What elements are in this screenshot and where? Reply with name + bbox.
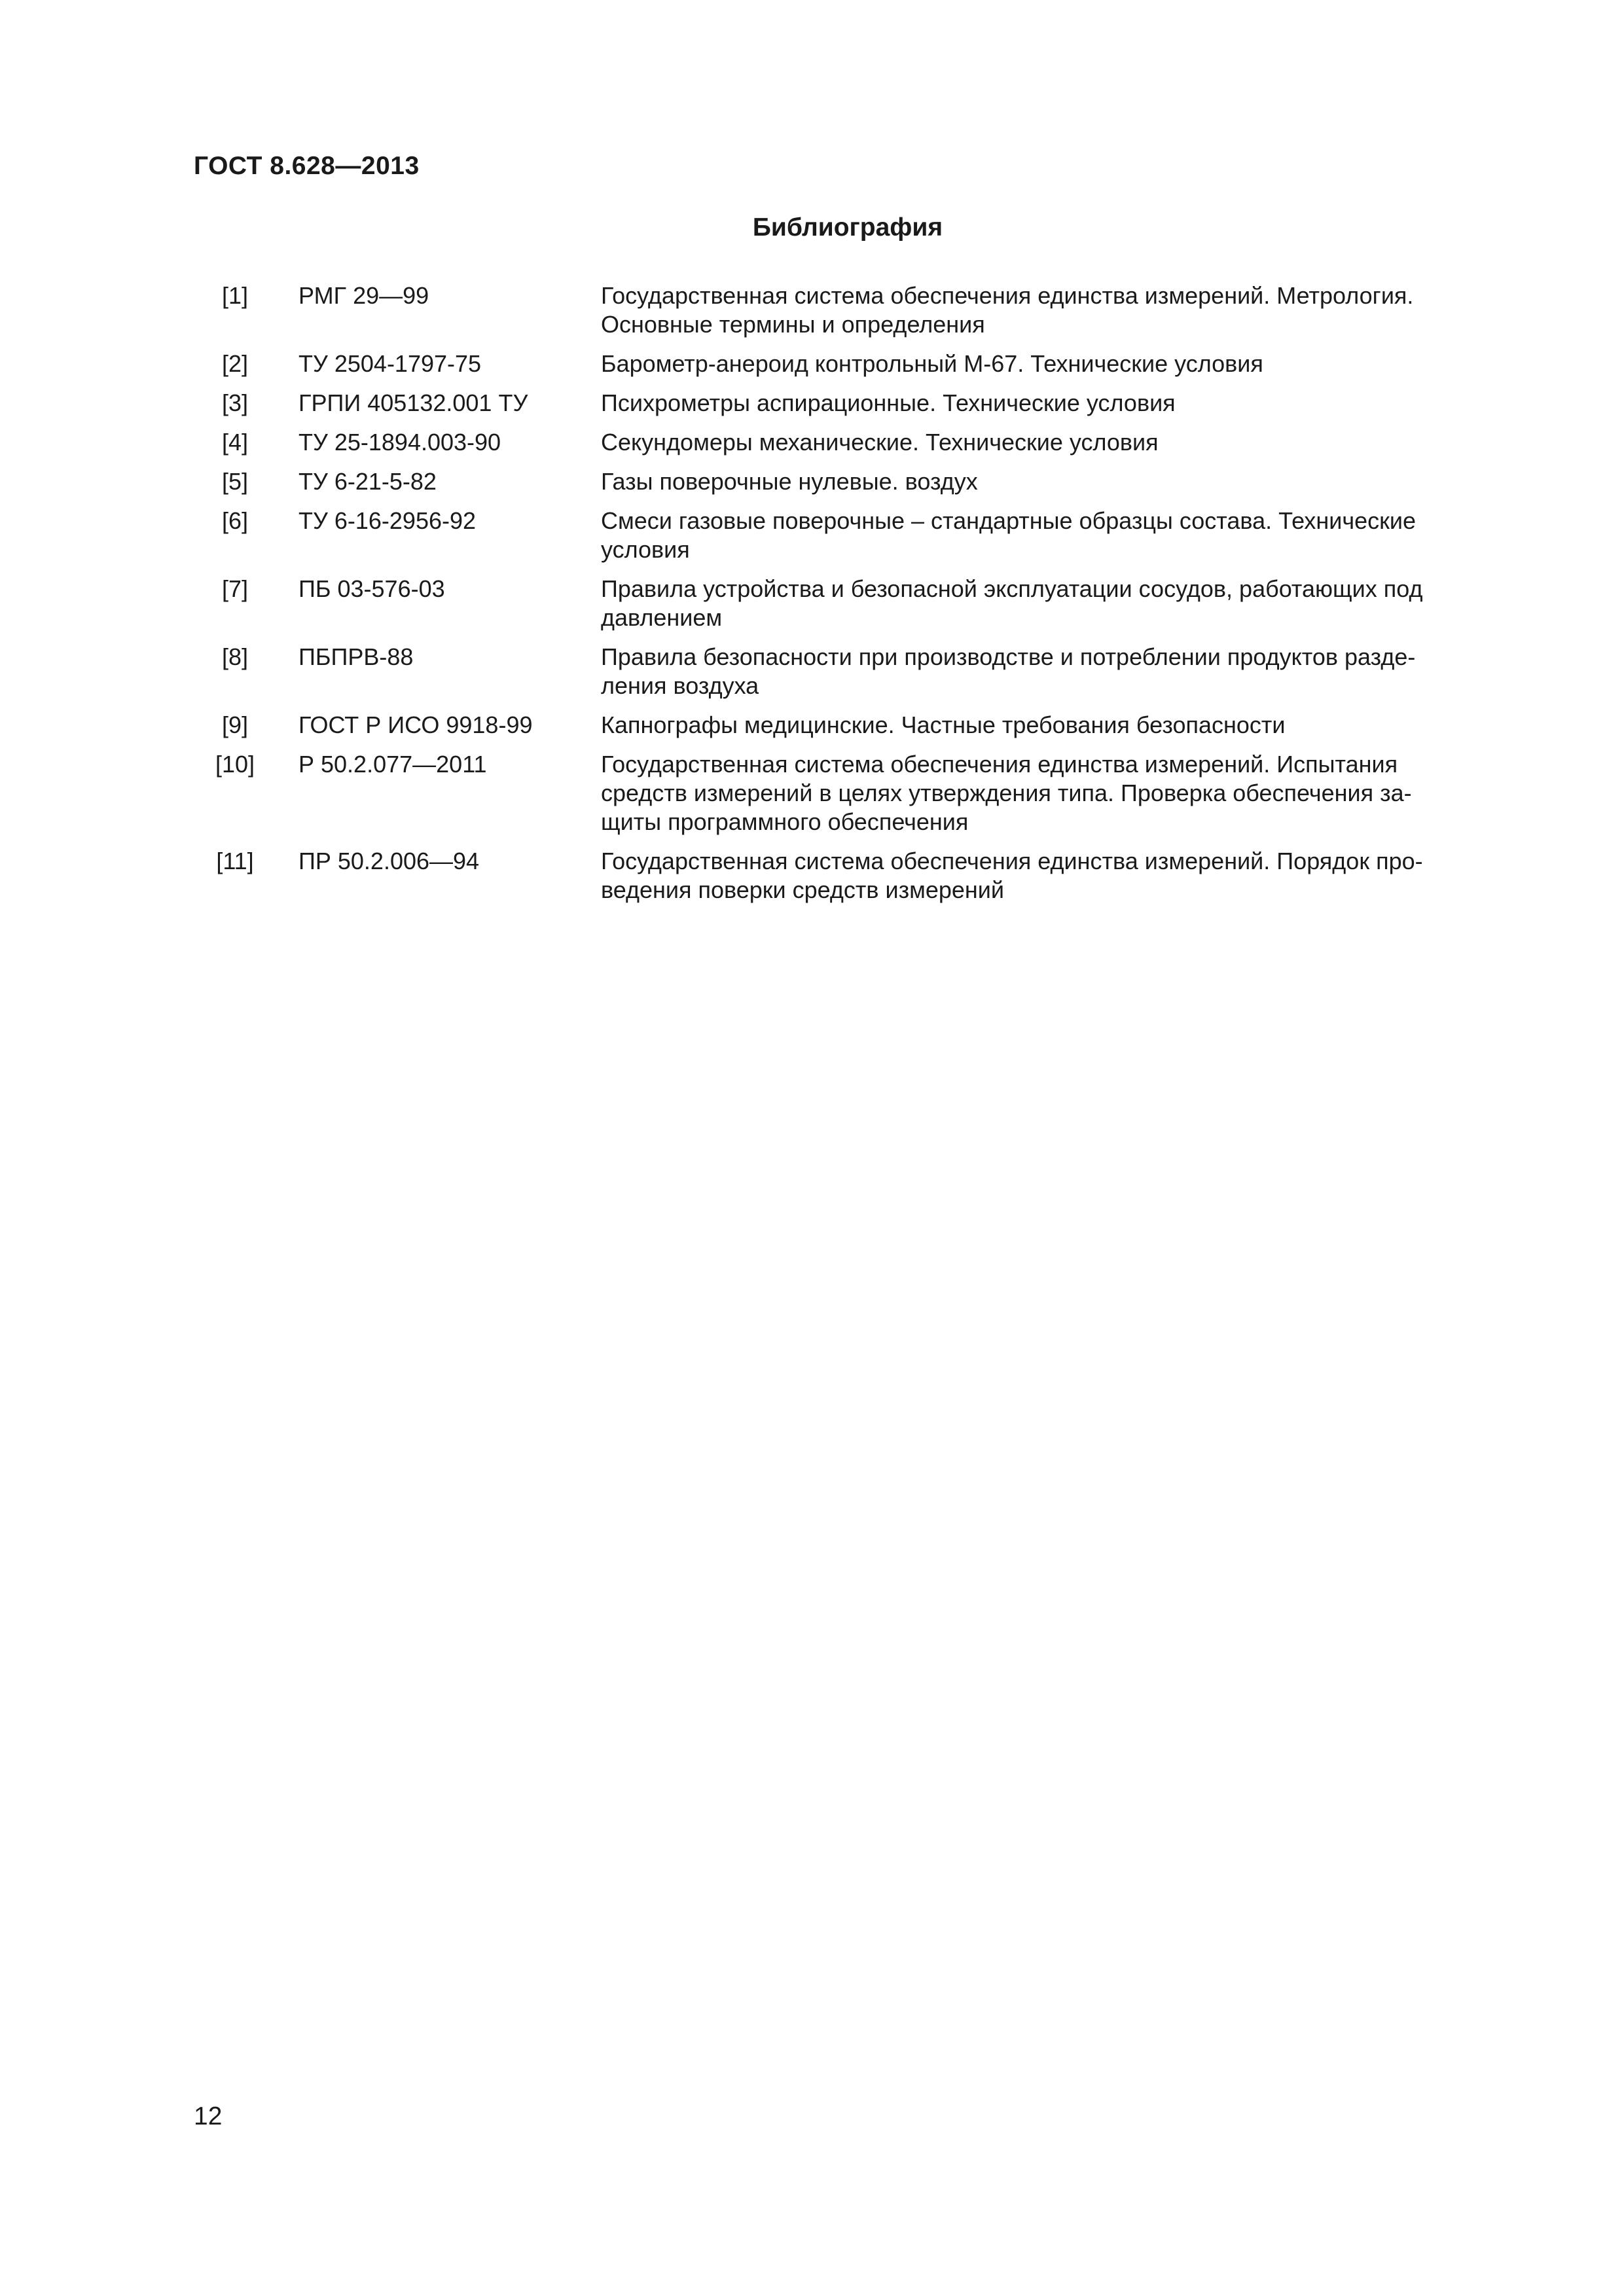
bibliography-entry-9 xyxy=(194,711,1503,740)
entry-title: Капнографы медицинские. Частные требования безопасности xyxy=(601,711,1286,738)
entry-document-code: ПБПРВ-88 xyxy=(298,643,414,670)
entry-number: [1] xyxy=(221,282,249,309)
entry-title: Правила безопасности при производстве и потреблении продуктов разде- ления воздуха xyxy=(601,643,1416,699)
bibliography-entry-10 xyxy=(194,750,1503,836)
entry-document-code: ТУ 2504-1797-75 xyxy=(298,350,482,377)
bibliography-entry-3 xyxy=(194,389,1503,418)
bibliography-entry-6 xyxy=(194,507,1503,564)
entry-document-code: РМГ 29—99 xyxy=(298,282,429,309)
entry-number: [4] xyxy=(221,429,249,456)
entry-title: Государственная система обеспечения единства измерений. Порядок про- ведения поверки средств измерений xyxy=(601,848,1423,903)
bibliography-entry-5 xyxy=(194,467,1503,496)
bibliography-list xyxy=(194,281,1503,915)
entry-title: Газы поверочные нулевые. воздух xyxy=(601,468,978,495)
entry-title: Государственная система обеспечения единства измерений. Метрология. Основные термины и определения xyxy=(601,282,1414,338)
bibliography-entry-4 xyxy=(194,428,1503,457)
entry-number: [3] xyxy=(221,389,249,416)
entry-document-code: ГРПИ 405132.001 ТУ xyxy=(298,389,528,416)
entry-number: [6] xyxy=(221,507,249,534)
bibliography-entry-11 xyxy=(194,847,1503,905)
bibliography-entry-2 xyxy=(194,350,1503,378)
entry-document-code: ТУ 25-1894.003-90 xyxy=(298,429,501,456)
entry-number: [9] xyxy=(221,711,249,738)
entry-number: [11] xyxy=(216,848,254,874)
entry-document-code: Р 50.2.077—2011 xyxy=(298,751,487,778)
entry-document-code: ПР 50.2.006—94 xyxy=(298,848,480,874)
bibliography-entry-1 xyxy=(194,281,1503,339)
entry-title: Государственная система обеспечения единства измерений. Испытания средств измерений в целях утверждения типа. Проверка обеспечения за- щиты программного обеспечения xyxy=(601,751,1412,835)
entry-document-code: ГОСТ Р ИСО 9918-99 xyxy=(298,711,533,738)
entry-number: [5] xyxy=(221,468,249,495)
entry-title: Смеси газовые поверочные – стандартные образцы состава. Технические условия xyxy=(601,507,1416,563)
entry-number: [2] xyxy=(221,350,249,377)
bibliography-entry-8 xyxy=(194,643,1503,700)
entry-title: Барометр-анероид контрольный М-67. Технические условия xyxy=(601,350,1263,377)
entry-number: [8] xyxy=(221,643,249,670)
entry-document-code: ПБ 03-576-03 xyxy=(298,575,445,602)
entry-title: Психрометры аспирационные. Технические условия xyxy=(601,389,1176,416)
entry-title: Секундомеры механические. Технические условия xyxy=(601,429,1159,456)
page-number: 12 xyxy=(194,2102,223,2130)
document-code-header: ГОСТ 8.628—2013 xyxy=(194,152,420,180)
entry-number: [10] xyxy=(215,751,255,778)
entry-number: [7] xyxy=(221,575,249,602)
section-title: Библиография xyxy=(752,213,943,242)
bibliography-entry-7 xyxy=(194,575,1503,632)
entry-document-code: ТУ 6-16-2956-92 xyxy=(298,507,477,534)
entry-document-code: ТУ 6-21-5-82 xyxy=(298,468,437,495)
entry-title: Правила устройства и безопасной эксплуатации сосудов, работающих под давлением xyxy=(601,575,1423,631)
